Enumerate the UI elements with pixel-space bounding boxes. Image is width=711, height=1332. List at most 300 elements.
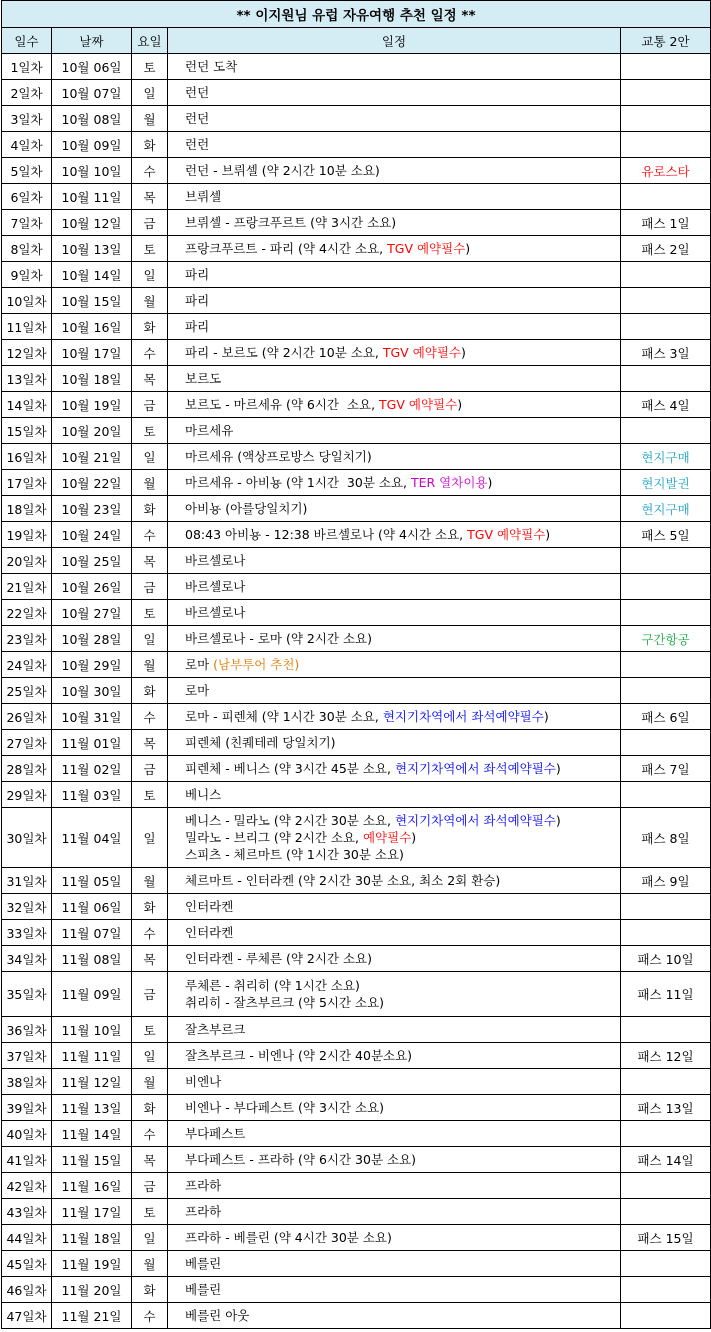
itinerary-cell xyxy=(168,496,621,522)
transport-cell: 패스 12일 xyxy=(621,1043,711,1069)
itinerary-line xyxy=(185,1307,620,1324)
header-transport: 교통 2안 xyxy=(621,28,711,54)
itinerary-cell xyxy=(168,574,621,600)
itinerary-text: 파리 xyxy=(185,319,210,334)
weekday-cell: 일 xyxy=(132,1043,168,1069)
date-cell: 11월 10일 xyxy=(52,1017,132,1043)
itinerary-line xyxy=(185,924,620,941)
day-cell: 21일차 xyxy=(2,574,52,600)
itinerary-text: 베를린 xyxy=(185,1256,222,1271)
transport-cell: 유로스타 xyxy=(621,158,711,184)
weekday-cell: 수 xyxy=(132,522,168,548)
itinerary-line xyxy=(185,846,620,863)
table-row xyxy=(2,392,711,418)
itinerary-note: 현지기차역에서 좌석예약필수 xyxy=(394,761,556,776)
itinerary-note: TGV 예약필수 xyxy=(379,397,458,412)
itinerary-cell xyxy=(168,184,621,210)
transport-cell xyxy=(621,600,711,626)
transport-cell xyxy=(621,418,711,444)
weekday-cell: 금 xyxy=(132,972,168,1017)
itinerary-text: 프랑크푸르트 - 파리 (약 4시간 소요, xyxy=(185,241,388,256)
itinerary-cell xyxy=(168,418,621,444)
itinerary-text: 피렌체 - 베니스 (약 3시간 45분 소요, xyxy=(185,761,395,776)
transport-cell: 패스 2일 xyxy=(621,236,711,262)
itinerary-cell xyxy=(168,600,621,626)
transport-cell xyxy=(621,920,711,946)
day-cell: 44일차 xyxy=(2,1225,52,1251)
itinerary-text: ) xyxy=(465,241,471,256)
day-cell: 33일차 xyxy=(2,920,52,946)
transport-cell xyxy=(621,1199,711,1225)
transport-cell: 패스 1일 xyxy=(621,210,711,236)
date-cell: 11월 14일 xyxy=(52,1121,132,1147)
itinerary-cell xyxy=(168,920,621,946)
date-cell: 10월 27일 xyxy=(52,600,132,626)
transport-cell xyxy=(621,314,711,340)
itinerary-cell xyxy=(168,210,621,236)
date-cell: 10월 13일 xyxy=(52,236,132,262)
weekday-cell: 토 xyxy=(132,1199,168,1225)
transport-cell xyxy=(621,132,711,158)
itinerary-text: ) xyxy=(487,475,493,490)
table-row xyxy=(2,920,711,946)
itinerary-text: ) xyxy=(555,813,561,828)
weekday-cell: 토 xyxy=(132,418,168,444)
table-row xyxy=(2,470,711,496)
itinerary-note: TGV 예약필수 xyxy=(387,241,466,256)
table-row xyxy=(2,548,711,574)
day-cell: 5일차 xyxy=(2,158,52,184)
weekday-cell: 목 xyxy=(132,946,168,972)
itinerary-cell xyxy=(168,972,621,1017)
weekday-cell: 토 xyxy=(132,54,168,80)
itinerary-line xyxy=(185,708,620,725)
itinerary-text: 아비뇽 (아를당일치기) xyxy=(185,501,308,516)
transport-cell xyxy=(621,1069,711,1095)
date-cell: 11월 06일 xyxy=(52,894,132,920)
itinerary-text: 인터라켄 xyxy=(185,899,234,914)
itinerary-cell xyxy=(168,730,621,756)
weekday-cell: 일 xyxy=(132,808,168,868)
itinerary-text: 보르도 xyxy=(185,371,222,386)
table-row xyxy=(2,80,711,106)
itinerary-cell xyxy=(168,1043,621,1069)
day-cell: 2일차 xyxy=(2,80,52,106)
itinerary-cell xyxy=(168,158,621,184)
transport-cell: 현지구매 xyxy=(621,444,711,470)
itinerary-line xyxy=(185,994,620,1011)
table-row xyxy=(2,1277,711,1303)
weekday-cell: 월 xyxy=(132,1069,168,1095)
header-weekday: 요일 xyxy=(132,28,168,54)
transport-cell xyxy=(621,574,711,600)
table-row xyxy=(2,1147,711,1173)
transport-cell xyxy=(621,288,711,314)
day-cell: 47일차 xyxy=(2,1303,52,1329)
day-cell: 15일차 xyxy=(2,418,52,444)
date-cell: 10월 29일 xyxy=(52,652,132,678)
header-day: 일수 xyxy=(2,28,52,54)
itinerary-text: 런던 xyxy=(185,111,210,126)
itinerary-line xyxy=(185,1021,620,1038)
itinerary-note: TGV 예약필수 xyxy=(382,345,462,360)
weekday-cell: 수 xyxy=(132,920,168,946)
date-cell: 11월 19일 xyxy=(52,1251,132,1277)
weekday-cell: 토 xyxy=(132,1017,168,1043)
table-row xyxy=(2,444,711,470)
itinerary-line xyxy=(185,58,620,75)
itinerary-cell xyxy=(168,1147,621,1173)
day-cell: 31일차 xyxy=(2,868,52,894)
date-cell: 11월 18일 xyxy=(52,1225,132,1251)
itinerary-line xyxy=(185,604,620,621)
itinerary-line xyxy=(185,656,620,673)
itinerary-cell xyxy=(168,894,621,920)
table-row xyxy=(2,418,711,444)
weekday-cell: 토 xyxy=(132,236,168,262)
itinerary-cell xyxy=(168,1121,621,1147)
weekday-cell: 월 xyxy=(132,652,168,678)
itinerary-text: 밀라노 - 브리그 (약 2시간 소요, xyxy=(185,830,363,845)
table-row xyxy=(2,1199,711,1225)
itinerary-line xyxy=(185,1099,620,1116)
weekday-cell: 일 xyxy=(132,1225,168,1251)
itinerary-text: 프라하 - 베를린 (약 4시간 30분 소요) xyxy=(185,1230,392,1245)
weekday-cell: 화 xyxy=(132,678,168,704)
day-cell: 26일차 xyxy=(2,704,52,730)
day-cell: 6일차 xyxy=(2,184,52,210)
itinerary-text: 바르셀로나 - 로마 (약 2시간 소요) xyxy=(185,631,372,646)
day-cell: 28일차 xyxy=(2,756,52,782)
itinerary-cell xyxy=(168,470,621,496)
table-row xyxy=(2,210,711,236)
itinerary-cell xyxy=(168,288,621,314)
weekday-cell: 월 xyxy=(132,106,168,132)
table-row xyxy=(2,1173,711,1199)
date-cell: 10월 09일 xyxy=(52,132,132,158)
itinerary-text: 런던 도착 xyxy=(185,59,238,74)
transport-cell: 패스 3일 xyxy=(621,340,711,366)
day-cell: 45일차 xyxy=(2,1251,52,1277)
itinerary-cell xyxy=(168,678,621,704)
itinerary-cell xyxy=(168,1069,621,1095)
itinerary-line xyxy=(185,812,620,829)
itinerary-line xyxy=(185,552,620,569)
itinerary-line xyxy=(185,110,620,127)
day-cell: 27일차 xyxy=(2,730,52,756)
itinerary-line xyxy=(185,977,620,994)
transport-cell: 패스 9일 xyxy=(621,868,711,894)
transport-cell: 패스 14일 xyxy=(621,1147,711,1173)
itinerary-cell xyxy=(168,340,621,366)
itinerary-cell xyxy=(168,314,621,340)
itinerary-line xyxy=(185,214,620,231)
date-cell: 10월 11일 xyxy=(52,184,132,210)
table-row xyxy=(2,184,711,210)
itinerary-note: TER 열차이용 xyxy=(410,475,488,490)
weekday-cell: 화 xyxy=(132,132,168,158)
weekday-cell: 일 xyxy=(132,626,168,652)
table-row xyxy=(2,1043,711,1069)
itinerary-line xyxy=(185,872,620,889)
itinerary-text: 런런 xyxy=(185,137,210,152)
transport-cell xyxy=(621,548,711,574)
weekday-cell: 목 xyxy=(132,1147,168,1173)
itinerary-note: 현지기차역에서 좌석예약필수 xyxy=(394,813,556,828)
transport-cell xyxy=(621,652,711,678)
itinerary-text: 브뤼셀 xyxy=(185,189,222,204)
table-row xyxy=(2,1303,711,1329)
transport-cell: 패스 10일 xyxy=(621,946,711,972)
table-row xyxy=(2,158,711,184)
transport-cell: 패스 6일 xyxy=(621,704,711,730)
day-cell: 32일차 xyxy=(2,894,52,920)
itinerary-line xyxy=(185,188,620,205)
itinerary-line xyxy=(185,630,620,647)
itinerary-text: 프라하 xyxy=(185,1178,222,1193)
itinerary-note: TGV 예약필수 xyxy=(467,527,546,542)
table-row xyxy=(2,1069,711,1095)
itinerary-line xyxy=(185,829,620,846)
itinerary-cell xyxy=(168,548,621,574)
itinerary-cell xyxy=(168,236,621,262)
itinerary-line xyxy=(185,370,620,387)
transport-cell xyxy=(621,1303,711,1329)
itinerary-line xyxy=(185,500,620,517)
table-row xyxy=(2,600,711,626)
date-cell: 11월 20일 xyxy=(52,1277,132,1303)
table-row xyxy=(2,756,711,782)
itinerary-line xyxy=(185,786,620,803)
date-cell: 10월 16일 xyxy=(52,314,132,340)
date-cell: 10월 26일 xyxy=(52,574,132,600)
table-row xyxy=(2,54,711,80)
weekday-cell: 수 xyxy=(132,1303,168,1329)
transport-cell: 패스 8일 xyxy=(621,808,711,868)
table-row xyxy=(2,1225,711,1251)
transport-cell: 현지발권 xyxy=(621,470,711,496)
transport-cell: 패스 13일 xyxy=(621,1095,711,1121)
itinerary-cell xyxy=(168,132,621,158)
weekday-cell: 금 xyxy=(132,392,168,418)
table-row xyxy=(2,972,711,1017)
day-cell: 18일차 xyxy=(2,496,52,522)
itinerary-text: 인터라켄 - 루체른 (약 2시간 소요) xyxy=(185,951,372,966)
table-row xyxy=(2,1251,711,1277)
itinerary-cell xyxy=(168,782,621,808)
weekday-cell: 일 xyxy=(132,80,168,106)
date-cell: 11월 01일 xyxy=(52,730,132,756)
itinerary-line xyxy=(185,448,620,465)
date-cell: 10월 30일 xyxy=(52,678,132,704)
itinerary-line xyxy=(185,318,620,335)
itinerary-text: 바르셀로나 xyxy=(185,553,246,568)
weekday-cell: 토 xyxy=(132,782,168,808)
day-cell: 35일차 xyxy=(2,972,52,1017)
day-cell: 19일차 xyxy=(2,522,52,548)
itinerary-cell xyxy=(168,54,621,80)
transport-cell xyxy=(621,1017,711,1043)
itinerary-line xyxy=(185,760,620,777)
transport-cell xyxy=(621,54,711,80)
itinerary-cell xyxy=(168,1251,621,1277)
date-cell: 11월 02일 xyxy=(52,756,132,782)
day-cell: 46일차 xyxy=(2,1277,52,1303)
date-cell: 10월 28일 xyxy=(52,626,132,652)
date-cell: 10월 06일 xyxy=(52,54,132,80)
day-cell: 3일차 xyxy=(2,106,52,132)
itinerary-text: ) xyxy=(411,830,417,845)
itinerary-text: 베니스 - 밀라노 (약 2시간 30분 소요, xyxy=(185,813,395,828)
date-cell: 10월 31일 xyxy=(52,704,132,730)
date-cell: 10월 17일 xyxy=(52,340,132,366)
transport-cell: 패스 4일 xyxy=(621,392,711,418)
date-cell: 10월 23일 xyxy=(52,496,132,522)
itinerary-text: 비엔나 xyxy=(185,1074,222,1089)
day-cell: 29일차 xyxy=(2,782,52,808)
date-cell: 10월 25일 xyxy=(52,548,132,574)
transport-cell xyxy=(621,366,711,392)
transport-cell xyxy=(621,1251,711,1277)
transport-cell: 패스 7일 xyxy=(621,756,711,782)
itinerary-text: 취리히 - 잘츠부르크 (약 5시간 소요) xyxy=(185,995,385,1010)
transport-cell: 패스 11일 xyxy=(621,972,711,1017)
itinerary-cell xyxy=(168,946,621,972)
date-cell: 10월 08일 xyxy=(52,106,132,132)
day-cell: 4일차 xyxy=(2,132,52,158)
transport-cell xyxy=(621,1173,711,1199)
date-cell: 10월 24일 xyxy=(52,522,132,548)
day-cell: 17일차 xyxy=(2,470,52,496)
table-row xyxy=(2,868,711,894)
day-cell: 14일차 xyxy=(2,392,52,418)
itinerary-line xyxy=(185,898,620,915)
itinerary-text: 마르세유 - 아비뇽 (약 1시간 30분 소요, xyxy=(185,475,411,490)
day-cell: 43일차 xyxy=(2,1199,52,1225)
date-cell: 11월 13일 xyxy=(52,1095,132,1121)
transport-cell: 패스 5일 xyxy=(621,522,711,548)
table-row xyxy=(2,626,711,652)
itinerary-line xyxy=(185,1047,620,1064)
itinerary-text: ) xyxy=(457,397,463,412)
table-row xyxy=(2,1095,711,1121)
date-cell: 11월 17일 xyxy=(52,1199,132,1225)
date-cell: 10월 22일 xyxy=(52,470,132,496)
date-cell: 10월 07일 xyxy=(52,80,132,106)
weekday-cell: 금 xyxy=(132,210,168,236)
itinerary-cell xyxy=(168,1095,621,1121)
itinerary-text: ) xyxy=(545,527,551,542)
weekday-cell: 목 xyxy=(132,548,168,574)
day-cell: 34일차 xyxy=(2,946,52,972)
itinerary-text: 베를린 xyxy=(185,1282,222,1297)
day-cell: 25일차 xyxy=(2,678,52,704)
itinerary-cell xyxy=(168,1017,621,1043)
header-row xyxy=(2,28,711,54)
itinerary-line xyxy=(185,1229,620,1246)
date-cell: 10월 14일 xyxy=(52,262,132,288)
transport-cell xyxy=(621,106,711,132)
weekday-cell: 목 xyxy=(132,730,168,756)
transport-cell xyxy=(621,730,711,756)
transport-cell xyxy=(621,184,711,210)
table-row xyxy=(2,106,711,132)
table-row xyxy=(2,236,711,262)
table-row xyxy=(2,496,711,522)
itinerary-line xyxy=(185,474,620,491)
date-cell: 11월 16일 xyxy=(52,1173,132,1199)
itinerary-text: 피렌체 (친퀘테레 당일치기) xyxy=(185,735,336,750)
itinerary-text: 로마 - 피렌체 (약 1시간 30분 소요, xyxy=(185,709,383,724)
table-row xyxy=(2,262,711,288)
itinerary-text: 보르도 - 마르세유 (약 6시간 소요, xyxy=(185,397,380,412)
itinerary-text: ) xyxy=(461,345,466,360)
table-row xyxy=(2,782,711,808)
date-cell: 11월 04일 xyxy=(52,808,132,868)
transport-cell xyxy=(621,262,711,288)
day-cell: 42일차 xyxy=(2,1173,52,1199)
itinerary-text: 파리 xyxy=(185,267,210,282)
date-cell: 10월 15일 xyxy=(52,288,132,314)
table-row xyxy=(2,1121,711,1147)
itinerary-line xyxy=(185,1177,620,1194)
table-row xyxy=(2,946,711,972)
date-cell: 11월 08일 xyxy=(52,946,132,972)
itinerary-line xyxy=(185,950,620,967)
itinerary-cell xyxy=(168,1303,621,1329)
itinerary-text: 베니스 xyxy=(185,787,222,802)
itinerary-cell xyxy=(168,756,621,782)
date-cell: 11월 07일 xyxy=(52,920,132,946)
weekday-cell: 금 xyxy=(132,756,168,782)
itinerary-text: 프라하 xyxy=(185,1204,222,1219)
itinerary-cell xyxy=(168,1199,621,1225)
transport-cell xyxy=(621,1121,711,1147)
weekday-cell: 화 xyxy=(132,314,168,340)
table-row xyxy=(2,132,711,158)
date-cell: 10월 21일 xyxy=(52,444,132,470)
weekday-cell: 월 xyxy=(132,288,168,314)
title-row xyxy=(2,1,711,28)
weekday-cell: 토 xyxy=(132,600,168,626)
itinerary-text: 잘츠부르크 xyxy=(185,1022,246,1037)
itinerary-cell xyxy=(168,366,621,392)
weekday-cell: 화 xyxy=(132,1277,168,1303)
table-row xyxy=(2,1017,711,1043)
day-cell: 9일차 xyxy=(2,262,52,288)
itinerary-text: 08:43 아비뇽 - 12:38 바르셀로나 (약 4시간 소요, xyxy=(185,527,468,542)
itinerary-line xyxy=(185,1125,620,1142)
table-row xyxy=(2,704,711,730)
date-cell: 10월 10일 xyxy=(52,158,132,184)
date-cell: 10월 19일 xyxy=(52,392,132,418)
weekday-cell: 목 xyxy=(132,184,168,210)
day-cell: 38일차 xyxy=(2,1069,52,1095)
transport-cell: 현지구매 xyxy=(621,496,711,522)
header-date: 날짜 xyxy=(52,28,132,54)
day-cell: 41일차 xyxy=(2,1147,52,1173)
itinerary-text: 파리 - 보르도 (약 2시간 10분 소요, xyxy=(185,345,383,360)
weekday-cell: 금 xyxy=(132,574,168,600)
day-cell: 16일차 xyxy=(2,444,52,470)
day-cell: 37일차 xyxy=(2,1043,52,1069)
day-cell: 36일차 xyxy=(2,1017,52,1043)
itinerary-text: 부다페스트 - 프라하 (약 6시간 30분 소요) xyxy=(185,1152,417,1167)
itinerary-line xyxy=(185,1151,620,1168)
table-row xyxy=(2,314,711,340)
day-cell: 10일차 xyxy=(2,288,52,314)
itinerary-cell xyxy=(168,392,621,418)
